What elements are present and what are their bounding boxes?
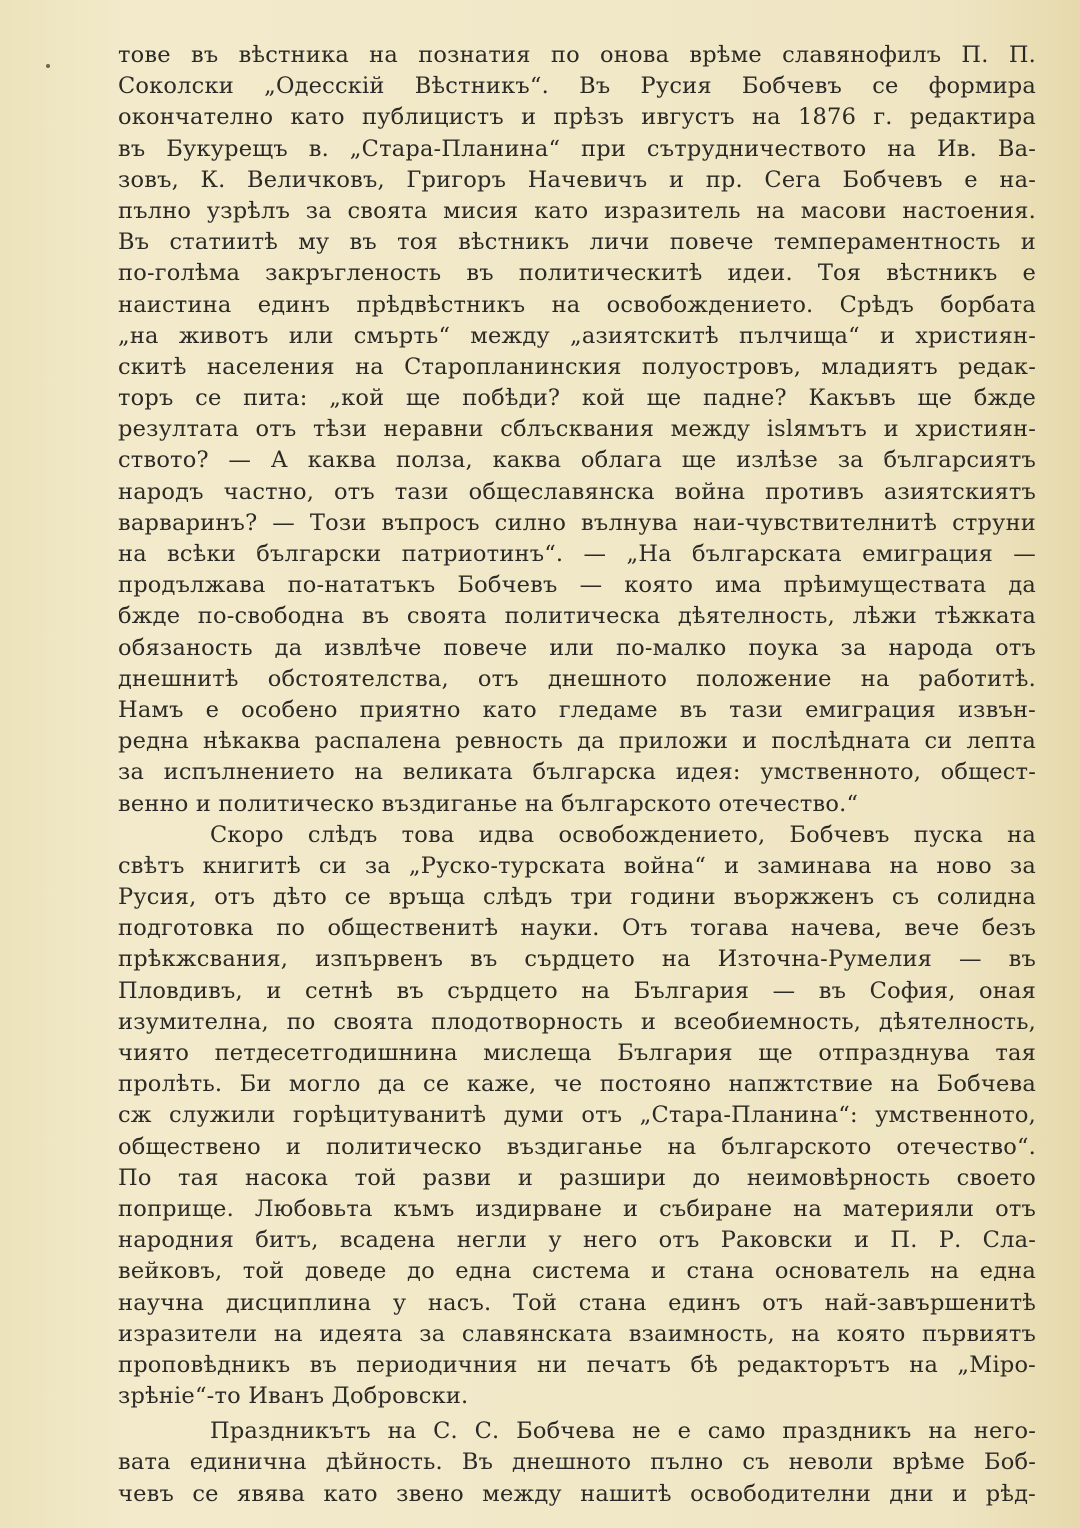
text-line: народния битъ, всадена негли у него отъ Раковски и П. Р. Сла- bbox=[118, 1227, 1036, 1254]
text-line: вата единична дѣйность. Въ днешното пълно съ неволи врѣме Боб- bbox=[118, 1449, 1036, 1476]
text-line: Намъ е особено приятно като гледаме въ тази емиграция извън- bbox=[118, 696, 1036, 723]
paragraph-start-line: Праздникътъ на С. С. Бобчева не е само праздникъ на него- bbox=[210, 1418, 1036, 1445]
text-line: пролѣть. Би могло да се каже, че постояно напжтствие на Бобчева bbox=[118, 1071, 1036, 1098]
text-line: вейковъ, той доведе до една система и стана основатель на една bbox=[118, 1258, 1036, 1285]
body-text bbox=[118, 40, 1036, 1510]
text-line: изумителна, по своята плодотворность и всеобиемность, дѣятелность, bbox=[118, 1008, 1036, 1035]
text-line: венно и политическо въздиганье на българското отечество.“ bbox=[118, 790, 859, 817]
text-line: Русия, отъ дѣто се връща слѣдъ три години въоржженъ съ солидна bbox=[118, 884, 1036, 911]
paragraph-start-line: Скоро слѣдъ това идва освобождението, Бобчевъ пуска на bbox=[210, 821, 1036, 848]
text-line: резултата отъ тѣзи неравни сблъсквания между islямътъ и християн- bbox=[118, 416, 1036, 443]
text-line: зовъ, К. Величковъ, Григоръ Начевичъ и пр. Сега Бобчевъ е на- bbox=[118, 166, 1036, 193]
text-line: обществено и политическо въздиганье на българското отечество“. bbox=[118, 1133, 1036, 1160]
text-line: зрѣніе“-то Иванъ Добровски. bbox=[118, 1383, 469, 1410]
text-line: окончателно като публицистъ и прѣзъ ивгустъ на 1876 г. редактира bbox=[118, 104, 1036, 131]
text-line: тове въ вѣстника на познатия по онова врѣме славянофилъ П. П. bbox=[118, 42, 1036, 68]
text-line: ството? — А каква полза, каква облага ще излѣзе за българсиятъ bbox=[118, 447, 1036, 474]
text-line: днешнитѣ обстоятелства, отъ днешното положение на работитѣ. bbox=[118, 665, 1036, 692]
text-line: Пловдивъ, и сетнѣ въ сърдцето на България — въ София, оная bbox=[118, 977, 1036, 1004]
text-line: въ Букурещъ в. „Стара-Планина“ при сътрудничеството на Ив. Ва- bbox=[118, 135, 1036, 162]
text-line: подготовка по общественитѣ науки. Отъ тогава начева, вече безъ bbox=[118, 915, 1036, 942]
text-line: Соколски „Одесскій Вѣстникъ“. Въ Русия Бобчевъ се формира bbox=[118, 73, 1036, 100]
text-line: редна нѣкаква распалена ревность да приложи и послѣдната си лепта bbox=[118, 728, 1036, 755]
text-line: чиято петдесетгодишнина мислеща България ще отпразднува тая bbox=[118, 1040, 1036, 1066]
ink-speck bbox=[46, 64, 50, 68]
text-line: По тая насока той разви и разшири до неимовѣрность своето bbox=[118, 1164, 1036, 1191]
text-line: обязаность да извлѣче повече или по-малко поука за народа отъ bbox=[118, 634, 1036, 661]
text-line: пълно узрѣлъ за своята мисия като изразитель на масови настоения. bbox=[118, 197, 1036, 224]
text-line: научна дисциплина у насъ. Той стана единъ отъ най-завършенитѣ bbox=[118, 1289, 1036, 1316]
text-line: народъ частно, отъ тази общеславянска война противъ азиятскиятъ bbox=[118, 478, 1036, 505]
text-line: сж служили горѣцитуванитѣ думи отъ „Стара-Планина“: умственното, bbox=[118, 1102, 1036, 1129]
text-line: варваринъ? — Този въпросъ силно вълнува наи-чувствителнитѣ струни bbox=[118, 509, 1036, 536]
text-line: за испълнението на великата българска идея: умственното, общест- bbox=[118, 759, 1036, 786]
text-line: торъ се пита: „кой ще побѣди? кой ще падне? Какъвъ ще бжде bbox=[118, 385, 1036, 412]
text-line: чевъ се явява като звено между нашитѣ освободителни дни и рѣд- bbox=[118, 1480, 1036, 1507]
text-line: наистина единъ прѣдвѣстникъ на освобождението. Срѣдъ борбата bbox=[118, 291, 1036, 318]
text-line: проповѣдникъ въ периодичния ни печатъ бѣ редакторътъ на „Міро- bbox=[118, 1351, 1036, 1378]
text-line: Въ статиитѣ му въ тоя вѣстникъ личи повече темпераментность и bbox=[118, 229, 1036, 256]
text-line: прѣкжсвания, изпървенъ въ сърдцето на Източна-Румелия — въ bbox=[118, 946, 1036, 973]
text-line: скитѣ населения на Старопланинския полуостровъ, младиятъ редак- bbox=[118, 353, 1036, 380]
text-line: продължава по-нататъкъ Бобчевъ — която има прѣимуществата да bbox=[118, 572, 1036, 599]
text-line: бжде по-свободна въ своята политическа дѣятелность, лѣжи тѣжката bbox=[118, 603, 1036, 630]
text-line: свѣтъ книгитѣ си за „Руско-турската война“ и заминава на ново за bbox=[118, 852, 1036, 879]
text-line: изразители на идеята за славянската взаимность, на която първиятъ bbox=[118, 1320, 1036, 1347]
text-line: „на животъ или смърть“ между „азиятскитѣ пълчища“ и християн- bbox=[118, 322, 1036, 349]
text-line: по-голѣма закръгленость въ политическитѣ идеи. Тоя вѣстникъ е bbox=[118, 260, 1036, 287]
text-line: поприще. Любовьта къмъ издирване и събиране на материяли отъ bbox=[118, 1195, 1036, 1222]
text-line: на всѣки български патриотинъ“. — „На българската емиграция — bbox=[118, 541, 1036, 567]
